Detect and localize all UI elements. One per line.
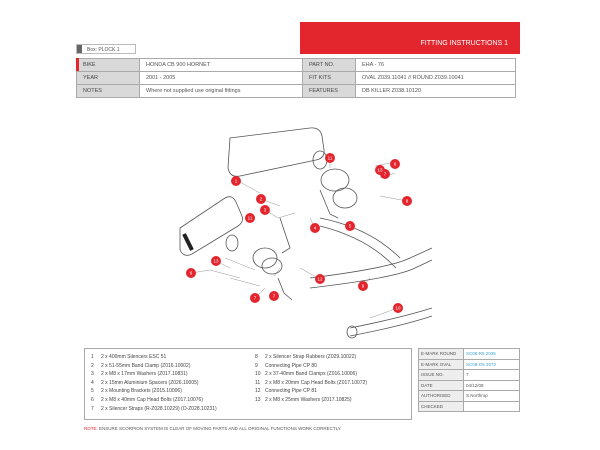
table-row: CHECKED — [419, 401, 520, 412]
callout-12 — [315, 274, 325, 284]
list-item: 3 2 x M8 x 17mm Washers (Z017.10831) — [91, 371, 188, 378]
issue-no: 7 — [464, 370, 520, 381]
callout-4-text: 4 — [313, 225, 317, 231]
callout-5-text: 5 — [348, 223, 352, 229]
callout-13a — [211, 256, 221, 266]
silencer-left — [180, 197, 243, 256]
callout-13b-text: 13 — [377, 167, 383, 173]
parts-list-left — [91, 353, 217, 413]
callout-4 — [310, 223, 320, 233]
callout-6b — [390, 159, 400, 169]
table-row: ISSUE NO. 7 — [419, 370, 520, 381]
parts-list-right — [255, 353, 367, 405]
info-label: YEAR — [77, 72, 140, 85]
emark-round-code: SC08-R5 — [466, 351, 485, 357]
box-label — [76, 44, 136, 54]
callout-10-text: 10 — [395, 305, 401, 311]
callout-13a-text: 13 — [213, 258, 219, 264]
callout-2-text: 2 — [259, 196, 263, 202]
info-label: NOTES — [77, 85, 140, 98]
list-item: 12 Connecting Pipe CP 81 — [255, 388, 317, 395]
callout-11b-text: 11 — [247, 215, 253, 221]
table-row: E-MARK ROUND SC08-R5 2035 — [419, 349, 520, 360]
callout-11a — [325, 153, 335, 163]
info-label: FEATURES — [303, 85, 356, 98]
connecting-pipes — [310, 218, 432, 338]
callout-2 — [256, 194, 266, 204]
callout-11b — [245, 213, 255, 223]
list-item: 8 2 x Silencer Strap Rubbers (Z029.10022) — [255, 354, 357, 360]
date-value: 04/12/08 — [464, 380, 520, 391]
box-label-text: Box: PLOCK 1 — [87, 47, 120, 53]
info-table — [76, 58, 516, 98]
list-item: 7 2 x Silencer Straps (R-Z028.10229) (O-Z028.10231) — [91, 405, 217, 412]
callout-5 — [345, 221, 355, 231]
safety-note — [84, 426, 341, 431]
emark-oval-number: 2072 — [486, 361, 497, 367]
callout-8-text: 8 — [405, 198, 409, 204]
list-item: 6 2 x M8 x 40mm Cap Head Bolts (Z017.10076) — [91, 396, 203, 403]
info-value: HONDA CB 900 HORNET — [140, 59, 303, 72]
exploded-diagram — [170, 118, 440, 348]
title-bar — [300, 22, 520, 54]
list-item: 13 2 x M8 x 25mm Washers (Z017.10825) — [255, 396, 352, 403]
band-clamps — [226, 151, 357, 274]
box-swatch — [77, 45, 82, 53]
info-label: BIKE — [77, 59, 140, 72]
list-item: 9 Connecting Pipe CP 80 — [255, 362, 317, 369]
note-text: ENSURE SCORPION SYSTEM IS CLEAR OF MOVING PARTS AND ALL ORIGINAL FUNCTIONS WORK CORRECTLY. — [99, 426, 342, 431]
callout-1-text: 1 — [234, 178, 238, 184]
callout-6a-text: 6 — [189, 270, 193, 276]
info-row — [77, 59, 516, 72]
emark-oval-code: SC08-O5 — [466, 361, 485, 367]
callout-13b — [375, 165, 385, 175]
callout-9 — [358, 281, 368, 291]
approval-table — [418, 348, 520, 412]
callout-10 — [393, 303, 403, 313]
callout-3 — [260, 205, 270, 215]
info-row — [77, 72, 516, 85]
callout-9-text: 9 — [361, 283, 365, 289]
brackets — [278, 190, 338, 300]
note-label: NOTE: — [84, 426, 98, 431]
page-title: FITTING INSTRUCTIONS 1 — [420, 40, 508, 47]
list-item: 4 2 x 15mm Aluminium Spacers (Z026.10005) — [91, 379, 199, 386]
callout-1 — [231, 176, 241, 186]
info-value: 2001 - 2005 — [140, 72, 303, 85]
emark-round-number: 2035 — [485, 351, 496, 357]
list-item: 5 2 x Mounting Brackets (Z015.10006) — [91, 388, 182, 395]
callout-8 — [402, 196, 412, 206]
checked-value — [464, 401, 520, 412]
info-value: EHA - 76 — [356, 59, 516, 72]
callout-3-text: 3 — [263, 207, 267, 213]
table-row: AUTHORISED S.Northrop — [419, 391, 520, 402]
callout-6b-text: 6 — [393, 161, 397, 167]
table-row: E-MARK OVAL SC08-O5 2072 — [419, 359, 520, 370]
table-row: DATE 04/12/08 — [419, 380, 520, 391]
parts-list — [84, 348, 412, 420]
info-label: FIT KITS — [303, 72, 356, 85]
list-item: 2 2 x 51-55mm Band Clamp (Z016.10002) — [91, 362, 191, 369]
bike-row-marker — [76, 58, 79, 71]
callout-12-text: 12 — [317, 276, 323, 282]
info-label: PART NO. — [303, 59, 356, 72]
callout-11a-text: 11 — [327, 155, 333, 161]
callout-7a-text: 7 — [253, 295, 257, 301]
callout-7c-text: 7 — [383, 171, 387, 177]
info-row — [77, 85, 516, 98]
callout-7a — [250, 293, 260, 303]
info-value: Where not supplied use original fittings — [140, 85, 303, 98]
callout-7b-text: 7 — [272, 293, 276, 299]
list-item: 1 2 x 400mm Silencers ESC 51 — [91, 354, 167, 360]
authorised-value: S.Northrop — [464, 391, 520, 402]
list-item: 11 2 x M8 x 20mm Cap Head Bolts (Z017.10072) — [255, 379, 367, 386]
silencer-right — [228, 128, 324, 176]
list-item: 10 2 x 37-40mm Band Clamps (Z016.10006) — [255, 371, 357, 378]
info-value: DB KILLER Z038.10120 — [356, 85, 516, 98]
callout-7b — [269, 291, 279, 301]
callout-6a — [186, 268, 196, 278]
info-value: OVAL Z039.11041 // ROUND Z039.10041 — [356, 72, 516, 85]
